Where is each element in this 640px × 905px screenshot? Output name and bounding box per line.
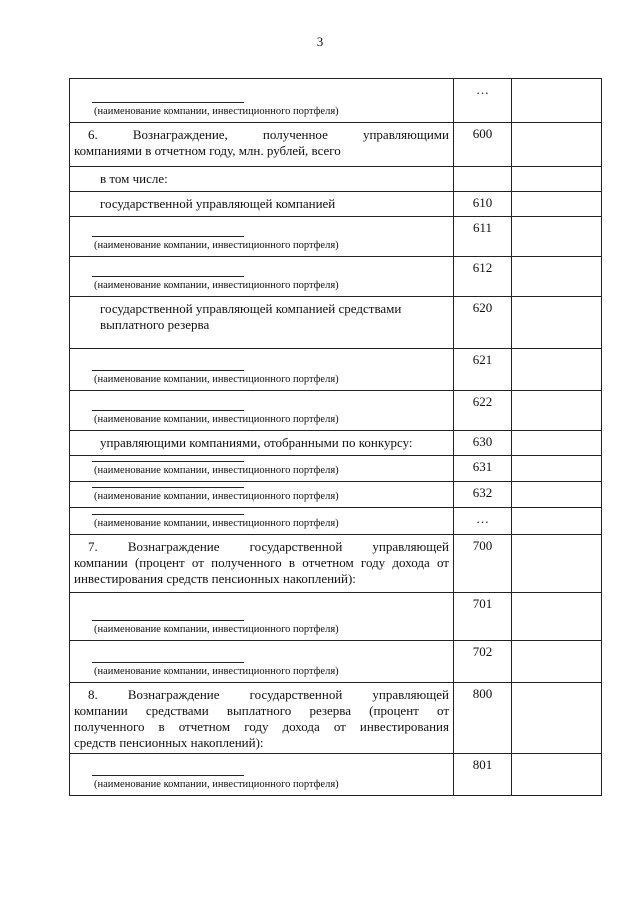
- line-code: 620: [454, 297, 512, 349]
- indicator-text: управляющими компаниями, отобранными по конкурсу:: [100, 435, 413, 450]
- fill-in-line[interactable]: [92, 505, 244, 515]
- indicator-cell: [70, 641, 454, 683]
- table-row: [70, 641, 602, 683]
- company-name-caption: (наименование компании, инвестиционного портфеля): [94, 624, 339, 635]
- value-cell[interactable]: [512, 431, 602, 456]
- company-name-caption: (наименование компании, инвестиционного портфеля): [94, 518, 339, 529]
- value-cell[interactable]: [512, 167, 602, 192]
- line-code: 621: [454, 349, 512, 391]
- report-table: [69, 78, 602, 796]
- line-code: 801: [454, 754, 512, 796]
- value-cell[interactable]: [512, 391, 602, 431]
- company-name-caption: (наименование компании, инвестиционного портфеля): [94, 666, 339, 677]
- line-code: 632: [454, 482, 512, 508]
- table-row: [70, 123, 602, 167]
- value-cell[interactable]: [512, 349, 602, 391]
- indicator-cell: [70, 349, 454, 391]
- value-cell[interactable]: [512, 123, 602, 167]
- indicator-cell: [70, 391, 454, 431]
- indicator-cell: [70, 482, 454, 508]
- line-code: …: [454, 79, 512, 123]
- company-name-caption: (наименование компании, инвестиционного портфеля): [94, 280, 339, 291]
- table-row: [70, 79, 602, 123]
- value-cell[interactable]: [512, 79, 602, 123]
- line-code: 700: [454, 535, 512, 593]
- value-cell[interactable]: [512, 297, 602, 349]
- line-code: 610: [454, 192, 512, 217]
- indicator-cell: [70, 508, 454, 535]
- value-cell[interactable]: [512, 535, 602, 593]
- indicator-cell: [70, 683, 454, 754]
- value-cell[interactable]: [512, 217, 602, 257]
- fill-in-line[interactable]: [92, 653, 244, 663]
- line-code: 600: [454, 123, 512, 167]
- indicator-cell: [70, 535, 454, 593]
- company-name-caption: (наименование компании, инвестиционного портфеля): [94, 414, 339, 425]
- company-name-caption: (наименование компании, инвестиционного портфеля): [94, 465, 339, 476]
- table-row: [70, 192, 602, 217]
- table-row: [70, 754, 602, 796]
- indicator-text: государственной управляющей компанией: [100, 196, 336, 211]
- fill-in-line[interactable]: [92, 361, 244, 371]
- company-name-caption: (наименование компании, инвестиционного портфеля): [94, 374, 339, 385]
- value-cell[interactable]: [512, 754, 602, 796]
- company-name-caption: (наименование компании, инвестиционного портфеля): [94, 779, 339, 790]
- table-row: [70, 217, 602, 257]
- value-cell[interactable]: [512, 456, 602, 482]
- fill-in-line[interactable]: [92, 452, 244, 462]
- fill-in-line[interactable]: [92, 611, 244, 621]
- line-code: 622: [454, 391, 512, 431]
- value-cell[interactable]: [512, 192, 602, 217]
- indicator-cell: [70, 593, 454, 641]
- line-code: 612: [454, 257, 512, 297]
- value-cell[interactable]: [512, 641, 602, 683]
- fill-in-line[interactable]: [92, 766, 244, 776]
- table-row: [70, 593, 602, 641]
- fill-in-line[interactable]: [92, 227, 244, 237]
- fill-in-line[interactable]: [92, 93, 244, 103]
- indicator-cell: [70, 257, 454, 297]
- value-cell[interactable]: [512, 593, 602, 641]
- company-name-caption: (наименование компании, инвестиционного портфеля): [94, 491, 339, 502]
- indicator-text: инвестирования средств пенсионных накоплений):: [74, 571, 356, 586]
- fill-in-line[interactable]: [92, 478, 244, 488]
- line-code: 630: [454, 431, 512, 456]
- indicator-cell: [70, 192, 454, 217]
- indicator-text: компании (процент от полученного в отчетном году дохода от: [74, 555, 449, 570]
- indicator-cell: [70, 79, 454, 123]
- line-code: 702: [454, 641, 512, 683]
- line-code: 611: [454, 217, 512, 257]
- table-row: [70, 508, 602, 535]
- indicator-cell: [70, 123, 454, 167]
- table-row: [70, 391, 602, 431]
- indicator-cell: [70, 167, 454, 192]
- indicator-text: 8. Вознаграждение государственной управляющей: [88, 687, 449, 702]
- table-row: [70, 482, 602, 508]
- indicator-text: компаниями в отчетном году, млн. рублей, всего: [74, 143, 341, 158]
- indicator-text: компании средствами выплатного резерва (процент от: [74, 703, 449, 718]
- company-name-caption: (наименование компании, инвестиционного портфеля): [94, 106, 339, 117]
- value-cell[interactable]: [512, 683, 602, 754]
- line-code: [454, 167, 512, 192]
- fill-in-line[interactable]: [92, 267, 244, 277]
- line-code: 631: [454, 456, 512, 482]
- line-code: 701: [454, 593, 512, 641]
- indicator-text: средств пенсионных накоплений):: [74, 735, 264, 750]
- value-cell[interactable]: [512, 257, 602, 297]
- value-cell[interactable]: [512, 482, 602, 508]
- table-row: [70, 683, 602, 754]
- indicator-text: государственной управляющей компанией средствами: [100, 301, 402, 316]
- indicator-cell: [70, 754, 454, 796]
- indicator-text: в том числе:: [100, 171, 168, 186]
- indicator-text: полученного в отчетном году дохода от инвестирования: [74, 719, 449, 734]
- indicator-cell: [70, 297, 454, 349]
- company-name-caption: (наименование компании, инвестиционного портфеля): [94, 240, 339, 251]
- indicator-text: 6. Вознаграждение, полученное управляющими: [88, 127, 449, 142]
- indicator-cell: [70, 217, 454, 257]
- table-row: [70, 535, 602, 593]
- table-row: [70, 257, 602, 297]
- fill-in-line[interactable]: [92, 401, 244, 411]
- line-code: …: [454, 508, 512, 535]
- indicator-text: выплатного резерва: [100, 317, 210, 332]
- table-row: [70, 167, 602, 192]
- indicator-text: 7. Вознаграждение государственной управляющей: [88, 539, 449, 554]
- table-row: [70, 297, 602, 349]
- page-number: 3: [316, 34, 324, 49]
- line-code: 800: [454, 683, 512, 754]
- value-cell[interactable]: [512, 508, 602, 535]
- table-row: [70, 349, 602, 391]
